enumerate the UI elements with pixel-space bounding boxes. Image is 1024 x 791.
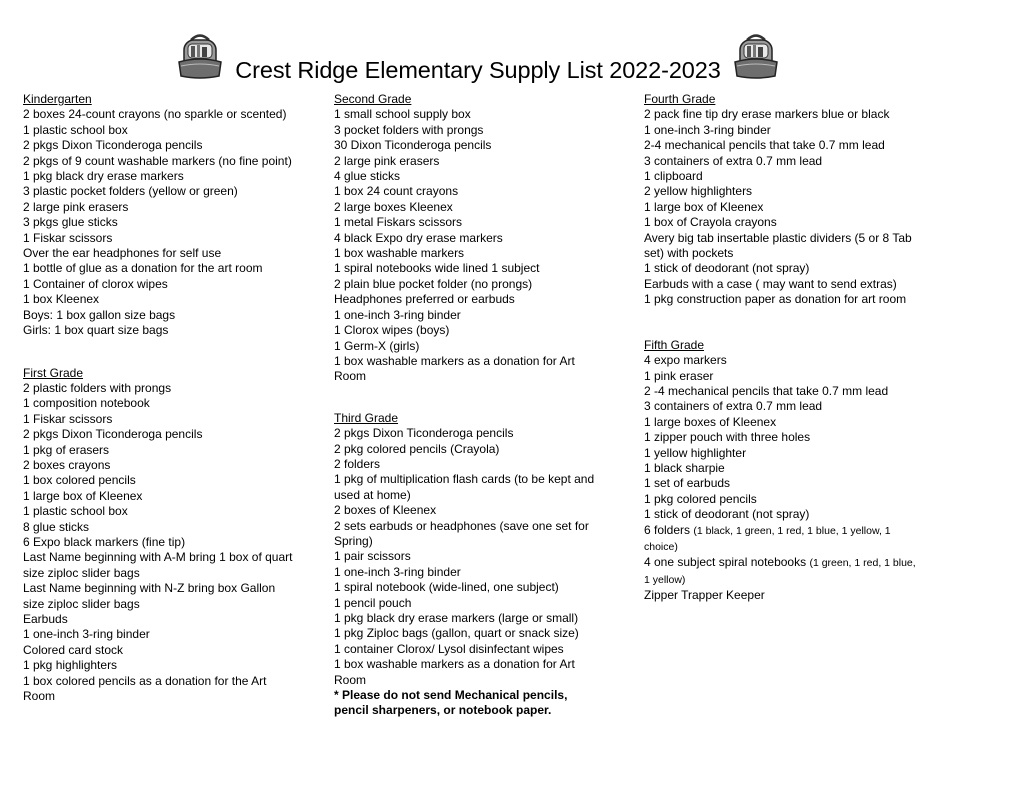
fifth-grade-list	[644, 353, 916, 522]
list-item: 3 pocket folders with prongs	[334, 122, 484, 137]
list-item: Earbuds	[23, 612, 68, 626]
list-item: Girls: 1 box quart size bags	[23, 323, 169, 338]
list-item: 1 Clorox wipes (boys)	[334, 323, 450, 338]
list-item: 1 one-inch 3-ring binder	[23, 627, 150, 642]
fourth-grade-heading: Fourth Grade	[644, 92, 716, 106]
list-item: 2 pkgs Dixon Ticonderoga pencils	[23, 427, 203, 442]
list-item: 2 sets earbuds or headphones (save one set for Spring)	[334, 518, 589, 548]
notebooks-main: 4 one subject spiral notebooks	[644, 555, 810, 570]
list-item: 30 Dixon Ticonderoga pencils	[334, 138, 492, 153]
list-item: 1 Fiskar scissors	[23, 230, 113, 245]
list-item: 1 box of Crayola crayons	[644, 215, 777, 230]
list-item: 2 plain blue pocket folder (no prongs)	[334, 276, 533, 291]
list-item: Headphones preferred or earbuds	[334, 292, 515, 307]
list-item: 1 Container of clorox wipes	[23, 276, 168, 291]
list-item: 1 large boxes of Kleenex	[644, 414, 777, 429]
column-right	[644, 92, 916, 604]
list-item: 1 pkg Ziploc bags (gallon, quart or snack size)	[334, 626, 579, 641]
list-item: 2 large pink erasers	[334, 153, 440, 168]
list-item: 1 Germ-X (girls)	[334, 338, 420, 353]
list-item: Zipper Trapper Keeper	[644, 588, 765, 603]
list-item: 1 spiral notebook (wide-lined, one subject)	[334, 580, 559, 595]
list-item: 1 pair scissors	[334, 549, 411, 564]
list-item: 1 spiral notebooks wide lined 1 subject	[334, 261, 540, 276]
list-item: 2 boxes of Kleenex	[334, 503, 437, 518]
fifth-grade-heading: Fifth Grade	[644, 337, 705, 352]
list-item: Avery big tab insertable plastic dividers (5 or 8 Tab set) with pockets	[644, 230, 912, 261]
list-item: 1 large box of Kleenex	[23, 488, 143, 503]
list-item: 1 one-inch 3-ring binder	[334, 307, 461, 322]
list-item: 1 one-inch 3-ring binder	[334, 564, 461, 579]
list-item: 2 -4 mechanical pencils that take 0.7 mm lead	[644, 383, 889, 398]
list-item	[644, 555, 916, 588]
column-middle	[334, 92, 604, 719]
list-item: 1 pencil pouch	[334, 595, 412, 610]
list-item: 1 box Kleenex	[23, 292, 100, 307]
list-item: 1 pkg highlighters	[23, 658, 118, 673]
list-item: 3 pkgs glue sticks	[23, 215, 118, 230]
list-item: 2 folders	[334, 456, 381, 471]
folders-main: 6 folders	[644, 522, 694, 537]
list-item: 1 plastic school box	[23, 122, 128, 137]
first-grade-heading: First Grade	[23, 365, 84, 380]
list-item: 3 containers of extra 0.7 mm lead	[644, 399, 823, 414]
list-item: Earbuds with a case ( may want to send extras)	[644, 276, 897, 291]
list-item: 1 one-inch 3-ring binder	[644, 122, 771, 137]
list-item: 1 zipper pouch with three holes	[644, 430, 811, 445]
list-item: 1 stick of deodorant (not spray)	[644, 507, 810, 522]
list-item: Colored card stock	[23, 642, 124, 657]
list-item: 1 pkg black dry erase markers (large or small)	[334, 611, 579, 625]
list-item: 1 box washable markers as a donation for Art Room	[334, 657, 575, 687]
list-item: 1 stick of deodorant (not spray)	[644, 261, 810, 276]
list-item: 2 pack fine tip dry erase markers blue or black	[644, 107, 890, 122]
list-item: 1 metal Fiskars scissors	[334, 215, 463, 230]
list-item: 2 boxes crayons	[23, 457, 111, 472]
list-item: 1 pkg construction paper as donation for art room	[644, 292, 907, 307]
list-item: 1 yellow highlighter	[644, 445, 747, 460]
list-item: 1 pkg of erasers	[23, 442, 110, 457]
list-item: 8 glue sticks	[23, 519, 90, 534]
list-item: 4 black Expo dry erase markers	[334, 230, 503, 245]
list-item: 4 glue sticks	[334, 169, 401, 184]
second-grade-list	[334, 107, 604, 384]
list-item: 3 containers of extra 0.7 mm lead	[644, 153, 823, 168]
list-item: 2 pkgs Dixon Ticonderoga pencils	[23, 138, 203, 153]
fourth-grade-list	[644, 107, 916, 307]
third-grade-list	[334, 426, 604, 688]
list-item: 6 Expo black markers (fine tip)	[23, 534, 186, 549]
third-grade-heading: Third Grade	[334, 410, 399, 425]
list-item: 2 pkg colored pencils (Crayola)	[334, 441, 500, 456]
list-item: 1 box colored pencils	[23, 473, 136, 488]
notebooks-detail: (1 green, 1 red, 1 blue, 1 yellow)	[644, 557, 916, 586]
list-item: 1 box washable markers	[334, 246, 465, 261]
list-item: 1 box washable markers as a donation for Art Room	[334, 353, 575, 384]
list-item: 1 composition notebook	[23, 396, 150, 411]
page-title: Crest Ridge Elementary Supply List 2022-2023	[235, 57, 721, 83]
list-item: 1 set of earbuds	[644, 476, 731, 491]
kindergarten-list	[23, 107, 298, 338]
list-item: 2-4 mechanical pencils that take 0.7 mm lead	[644, 138, 885, 153]
list-item: 1 bottle of glue as a donation for the art room	[23, 261, 263, 276]
list-item: 1 box colored pencils as a donation for the Art Room	[23, 673, 267, 704]
list-item: 1 clipboard	[644, 169, 703, 184]
list-item: 3 plastic pocket folders (yellow or green)	[23, 184, 238, 199]
list-item: Over the ear headphones for self use	[23, 246, 222, 261]
folders-detail: (1 black, 1 green, 1 red, 1 blue, 1 yellow, 1 choice)	[644, 524, 891, 553]
column-left	[23, 92, 298, 704]
list-item: 1 pkg colored pencils	[644, 491, 757, 506]
list-item: 1 black sharpie	[644, 460, 725, 475]
list-item: 1 box 24 count crayons	[334, 184, 459, 199]
list-item: 1 small school supply box	[334, 107, 471, 122]
list-item: 2 boxes 24-count crayons (no sparkle or scented)	[23, 107, 287, 122]
list-item	[644, 523, 916, 556]
list-item: 2 plastic folders with prongs	[23, 380, 172, 395]
list-item: Last Name beginning with N-Z bring box Gallon size ziploc slider bags	[23, 581, 276, 611]
list-item: 2 large boxes Kleenex	[334, 199, 453, 214]
list-item: Last Name beginning with A-M bring 1 box of quart size ziploc slider bags	[23, 550, 293, 580]
list-item: 1 Fiskar scissors	[23, 411, 113, 426]
list-item: 2 large pink erasers	[23, 199, 129, 214]
list-item: 2 yellow highlighters	[644, 184, 753, 199]
kindergarten-heading: Kindergarten	[23, 92, 92, 106]
list-item: 4 expo markers	[644, 353, 727, 368]
list-item: 1 pkg black dry erase markers	[23, 169, 184, 184]
list-item: 1 plastic school box	[23, 504, 128, 519]
list-item: 1 container Clorox/ Lysol disinfectant wipes	[334, 641, 564, 656]
list-item: Boys: 1 box gallon size bags	[23, 307, 176, 322]
list-item: 2 pkgs Dixon Ticonderoga pencils	[334, 426, 514, 441]
list-item: 1 large box of Kleenex	[644, 199, 764, 214]
list-item: 1 pink eraser	[644, 368, 714, 383]
list-item: 1 pkg of multiplication flash cards (to be kept and used at home)	[334, 472, 595, 502]
first-grade-list	[23, 381, 298, 705]
third-grade-note: * Please do not send Mechanical pencils, pencil sharpeners, or notebook paper.	[334, 688, 568, 718]
second-grade-heading: Second Grade	[334, 92, 412, 106]
list-item: 2 pkgs of 9 count washable markers (no fine point)	[23, 153, 292, 168]
